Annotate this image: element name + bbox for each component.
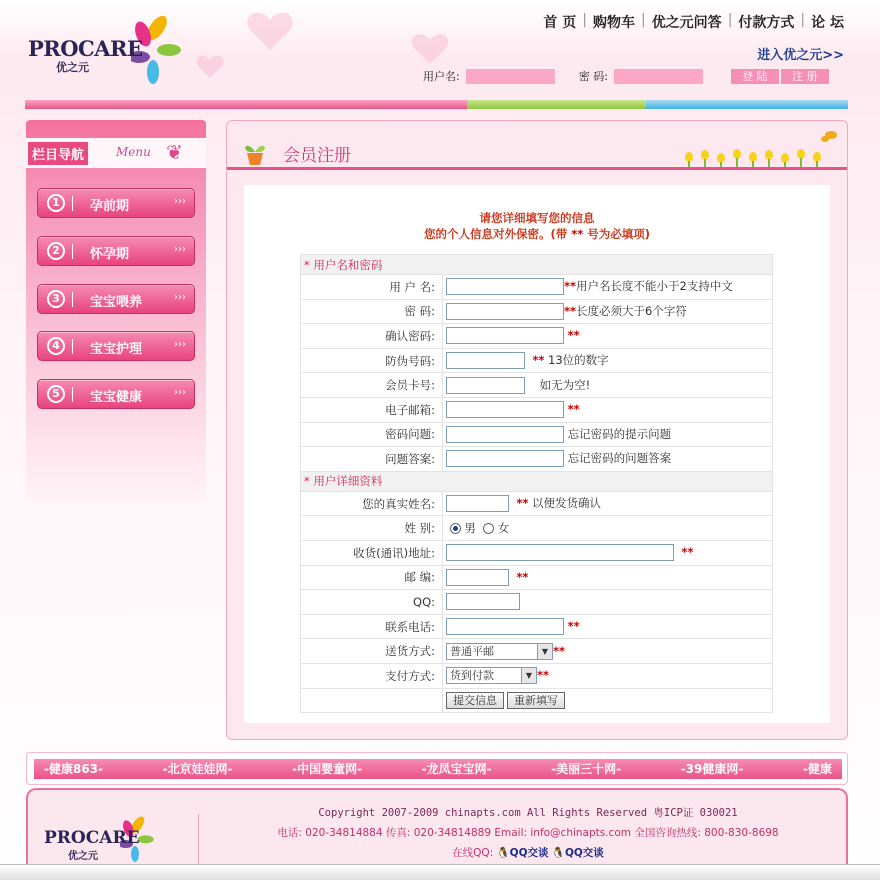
gender-female-radio[interactable] (483, 523, 494, 534)
row-phone: 联系电话: ** (301, 614, 773, 639)
zip-input[interactable] (446, 569, 509, 586)
sidebar-title: 栏目导航 (28, 142, 88, 165)
address-field-label: 收货(通讯)地址: (301, 540, 443, 565)
row-gender (301, 516, 773, 541)
row-card (301, 373, 773, 398)
email-input[interactable] (446, 401, 564, 418)
sidebar-item-label: 怀孕期 (90, 247, 130, 262)
arrow-icon: ››› (174, 387, 186, 398)
qq-chat-link-1[interactable]: QQ交谈 (509, 847, 549, 859)
question-field-label: 密码问题: (301, 422, 443, 447)
realname-field-label: 您的真实姓名: (301, 491, 443, 516)
contact-text: 电话: 020-34814884 传真: 020-34814889 Email: info@chinapts.com 全国咨询热线: 800-830-8698 (277, 827, 779, 839)
username-field-label: 用 户 名: (301, 275, 443, 300)
sidebar-header (26, 138, 206, 168)
login-button[interactable]: 登 陆 (731, 69, 779, 84)
register-button[interactable]: 注 册 (781, 69, 829, 84)
logo-cn: 优之元 (56, 61, 89, 74)
logo-brand: PROCARE (28, 36, 143, 61)
main-panel (226, 120, 848, 740)
link-item[interactable]: -美丽三十网- (551, 762, 622, 776)
login-password-input[interactable] (614, 69, 703, 84)
question-input[interactable] (446, 426, 564, 443)
logo[interactable] (26, 12, 176, 92)
number-icon: 1 (47, 194, 65, 212)
antifake-input[interactable] (446, 352, 525, 369)
page-title: 会员注册 (283, 146, 351, 166)
row-buttons (301, 688, 773, 713)
gender-field-label: 姓 别: (301, 516, 443, 541)
sidebar-title-en: Menu (116, 145, 151, 159)
address-input[interactable] (446, 544, 674, 561)
row-qq (301, 590, 773, 615)
intro-line-1: 请您详细填写您的信息 (479, 211, 595, 225)
row-confirm: 确认密码: ** (301, 324, 773, 349)
arrow-icon: ››› (174, 339, 186, 350)
row-username: 用 户 名: **用户名长度不能小于2支持中文 (301, 275, 773, 300)
number-icon: 5 (47, 385, 65, 403)
flower-pot-icon (243, 138, 267, 166)
form-intro (244, 210, 830, 242)
qq-chat-link-2[interactable]: QQ交谈 (564, 847, 604, 859)
copyright-text: Copyright 2007-2009 chinapts.com All Rights Reserved 粤ICP证 030021 (318, 807, 738, 819)
section-details: * 用户详细资料 (301, 471, 773, 491)
row-zip: 邮 编: ** (301, 565, 773, 590)
sidebar-item-pre-pregnancy[interactable] (37, 188, 195, 218)
payment-select[interactable]: 货到付款 ▼ (446, 667, 537, 684)
answer-field-label: 问题答案: (301, 447, 443, 472)
intro-line-2b: 号为必填项) (583, 227, 651, 241)
number-icon: 2 (47, 242, 65, 260)
username-hint: 用户名长度不能小于2支持中文 (576, 279, 733, 294)
sidebar-item-care[interactable] (37, 331, 195, 361)
qq-input[interactable] (446, 593, 520, 610)
footer-logo (42, 814, 162, 866)
payment-field-label: 支付方式: (301, 663, 443, 688)
footer-info (228, 803, 828, 863)
color-bars (25, 100, 848, 109)
phone-input[interactable] (446, 618, 564, 635)
arrow-icon: ››› (174, 196, 186, 207)
shipping-select[interactable]: 普通平邮 ▼ (446, 643, 553, 660)
row-password: 密 码: **长度必须大于6个字符 (301, 299, 773, 324)
password-field-label: 密 码: (301, 299, 443, 324)
member-card-input[interactable] (446, 377, 525, 394)
enter-link[interactable]: 进入优之元>> (757, 48, 844, 63)
sidebar-item-feeding[interactable] (37, 284, 195, 314)
row-realname: 您的真实姓名: ** 以便发货确认 (301, 491, 773, 516)
top-navigation: 首 页 | 购物车 | 优之元问答 | 付款方式 | 论 坛 (543, 12, 844, 31)
sidebar-item-pregnancy[interactable] (37, 236, 195, 266)
nav-payment[interactable]: 付款方式 (738, 15, 795, 31)
chevron-down-icon: ▼ (537, 644, 552, 659)
nav-home[interactable]: 首 页 (543, 15, 577, 31)
link-item[interactable]: -北京娃娃网- (162, 762, 233, 776)
friend-links (26, 752, 848, 785)
sidebar-item-health[interactable] (37, 379, 195, 409)
required-star: ** (571, 227, 584, 241)
link-item[interactable]: -健康863- (44, 762, 104, 776)
shipping-field-label: 送货方式: (301, 639, 443, 664)
nav-cart[interactable]: 购物车 (592, 15, 635, 31)
card-field-label: 会员卡号: (301, 373, 443, 398)
qq-penguin-icon: 🐧 (551, 847, 565, 859)
gender-female-label: 女 (497, 521, 510, 536)
sidebar-item-label: 宝宝喂养 (90, 295, 143, 310)
link-item[interactable]: -龙凤宝宝网- (421, 762, 492, 776)
submit-button[interactable]: 提交信息 (446, 692, 504, 709)
password-label: 密 码: (578, 70, 608, 83)
section-account: * 用户名和密码 (301, 255, 773, 275)
window-bottom-edge (0, 864, 880, 880)
number-icon: 3 (47, 290, 65, 308)
intro-line-2a: 您的个人信息对外保密。(带 (423, 227, 572, 241)
question-hint: 忘记密码的提示问题 (567, 426, 672, 441)
link-item[interactable]: -39健康网- (680, 762, 744, 776)
row-address: 收货(通讯)地址: ** (301, 540, 773, 565)
online-qq-label: 在线QQ: (452, 847, 494, 859)
form-table (300, 254, 773, 713)
row-answer (301, 447, 773, 472)
qq-penguin-icon: 🐧 (496, 847, 510, 859)
link-item[interactable]: -健康 (802, 762, 832, 776)
phone-field-label: 联系电话: (301, 614, 443, 639)
arrow-icon: ››› (174, 244, 186, 255)
email-field-label: 电子邮箱: (301, 397, 443, 422)
answer-hint: 忘记密码的问题答案 (567, 451, 672, 466)
confirm-password-input[interactable] (446, 327, 564, 344)
username-label: 用户名: (423, 70, 460, 83)
reset-button[interactable]: 重新填写 (507, 692, 565, 709)
gender-male-label: 男 (464, 521, 476, 536)
row-payment: 支付方式: 货到付款 ▼ ** (301, 663, 773, 688)
gender-male-radio[interactable] (450, 523, 461, 534)
row-antifake: 防伪号码: ** 13位的数字 (301, 348, 773, 373)
sidebar (26, 120, 206, 500)
registration-form (244, 185, 830, 723)
row-question (301, 422, 773, 447)
number-icon: 4 (47, 337, 65, 355)
chevron-down-icon: ▼ (521, 668, 536, 683)
username-input[interactable] (446, 278, 564, 295)
zip-field-label: 邮 编: (301, 565, 443, 590)
realname-hint: 以便发货确认 (532, 496, 601, 511)
sidebar-item-label: 宝宝护理 (90, 342, 143, 357)
confirm-field-label: 确认密码: (301, 324, 443, 349)
answer-input[interactable] (446, 450, 564, 467)
link-item[interactable]: -中国婴童网- (292, 762, 363, 776)
antifake-field-label: 防伪号码: (301, 348, 443, 373)
arrow-icon: ››› (174, 292, 186, 303)
password-input[interactable] (446, 303, 564, 320)
realname-input[interactable] (446, 495, 509, 512)
footer-logo-brand: PROCARE (44, 828, 140, 848)
antifake-hint: 13位的数字 (548, 353, 609, 368)
login-row (423, 68, 829, 84)
password-hint: 长度必须大于6个字符 (576, 303, 687, 318)
login-username-input[interactable] (466, 69, 555, 84)
row-shipping: 送货方式: 普通平邮 ▼ ** (301, 639, 773, 664)
row-email: 电子邮箱: ** (301, 397, 773, 422)
nav-faq[interactable]: 优之元问答 (651, 15, 722, 31)
qq-field-label: QQ: (301, 590, 443, 615)
sidebar-item-label: 孕前期 (90, 199, 130, 214)
card-hint: 如无为空! (539, 377, 591, 392)
tulips-decoration (681, 125, 841, 167)
swirl-icon: ❦ (166, 140, 183, 164)
footer-logo-cn: 优之元 (68, 851, 98, 862)
sidebar-item-label: 宝宝健康 (90, 390, 143, 405)
nav-forum[interactable]: 论 坛 (811, 15, 844, 31)
